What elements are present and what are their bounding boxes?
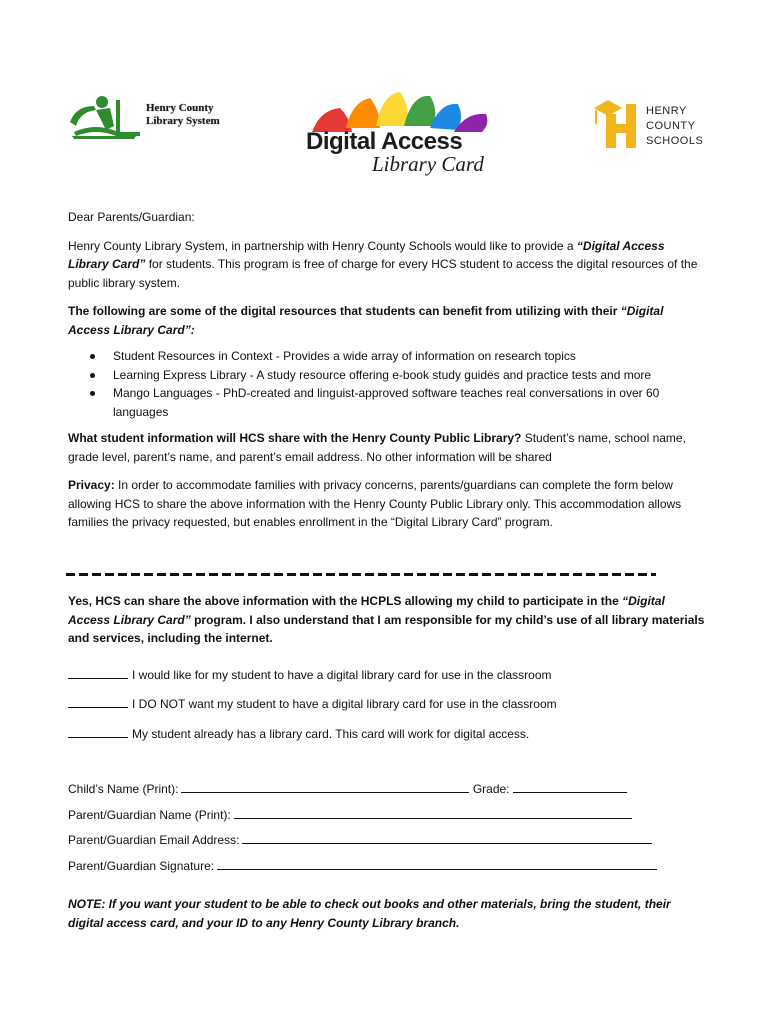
resources-list: [68, 347, 708, 421]
graduation-cap-h-icon: [590, 94, 642, 150]
intro-paragraph: Henry County Library System, in partnership with Henry County Schools would like to provide a “Digital Access Library Card” for students. This program is free of charge for every HCS student to access the digital resources of the public library system.: [68, 238, 698, 290]
option-line: I would like for my student to have a digital library card for use in the classroom: [68, 666, 708, 685]
guardian-signature-field: Parent/Guardian Signature:: [68, 857, 708, 876]
note-paragraph: NOTE: If you want your student to be able to check out books and other materials, bring the student, their digital access card, and your ID to any Henry County Library branch.: [68, 897, 671, 930]
cut-line-divider: [66, 573, 656, 576]
child-name-field: Child’s Name (Print): Grade:: [68, 780, 708, 799]
list-item: Learning Express Library - A study resource offering e-book study guides and practice tests and more: [68, 366, 708, 385]
share-info-paragraph: What student information will HCS share with the Henry County Public Library? Student’s name, school name, grade level, parent’s name, and parent’s email address. No other information will be shared: [68, 431, 686, 464]
option-line: I DO NOT want my student to have a digital library card for use in the classroom: [68, 695, 708, 714]
library-logo-text: Henry County Library System: [146, 102, 220, 127]
list-item: Mango Languages - PhD-created and linguist-approved software teaches real conversations in over 60 languages: [68, 384, 708, 421]
schools-logo-text: HENRY COUNTY SCHOOLS: [646, 105, 704, 147]
signature-fields: [68, 780, 708, 882]
grade-line[interactable]: [513, 780, 627, 793]
greeting: Dear Parents/Guardian:: [68, 210, 195, 224]
consent-statement: Yes, HCS can share the above information with the HCPLS allowing my child to participate in the “Digital Access Library Card” program. I also understand that I am responsible for my child’s use of all library materials and services, including the internet.: [68, 594, 705, 645]
guardian-signature-line[interactable]: [217, 857, 657, 870]
reader-figure-icon: [66, 92, 144, 142]
privacy-paragraph: Privacy: In order to accommodate families with privacy concerns, parents/guardians can complete the form below allowing HCS to share the above information with the Henry County Public Library only. This accommodation allows families the privacy requested, but enables enrollment in the “Digital Library Card” program.: [68, 478, 682, 529]
henry-county-schools-logo: [590, 94, 720, 154]
guardian-name-field: Parent/Guardian Name (Print):: [68, 806, 708, 825]
letter-body: [68, 208, 708, 532]
option-blank[interactable]: [68, 725, 128, 738]
guardian-name-line[interactable]: [234, 806, 632, 819]
list-item: Student Resources in Context - Provides a wide array of information on research topics: [68, 347, 708, 366]
child-name-line[interactable]: [181, 780, 469, 793]
digital-access-library-card-logo: Digital Access Library Card: [300, 88, 500, 180]
henry-county-library-logo: [66, 92, 226, 142]
option-blank[interactable]: [68, 666, 128, 679]
resources-heading: The following are some of the digital resources that students can benefit from utilizing with their “Digital Access Library Card”:: [68, 304, 664, 337]
option-line: My student already has a library card. This card will work for digital access.: [68, 725, 708, 744]
guardian-email-field: Parent/Guardian Email Address:: [68, 831, 708, 850]
option-blank[interactable]: [68, 695, 128, 708]
guardian-email-line[interactable]: [242, 831, 652, 844]
consent-section: [68, 592, 708, 743]
